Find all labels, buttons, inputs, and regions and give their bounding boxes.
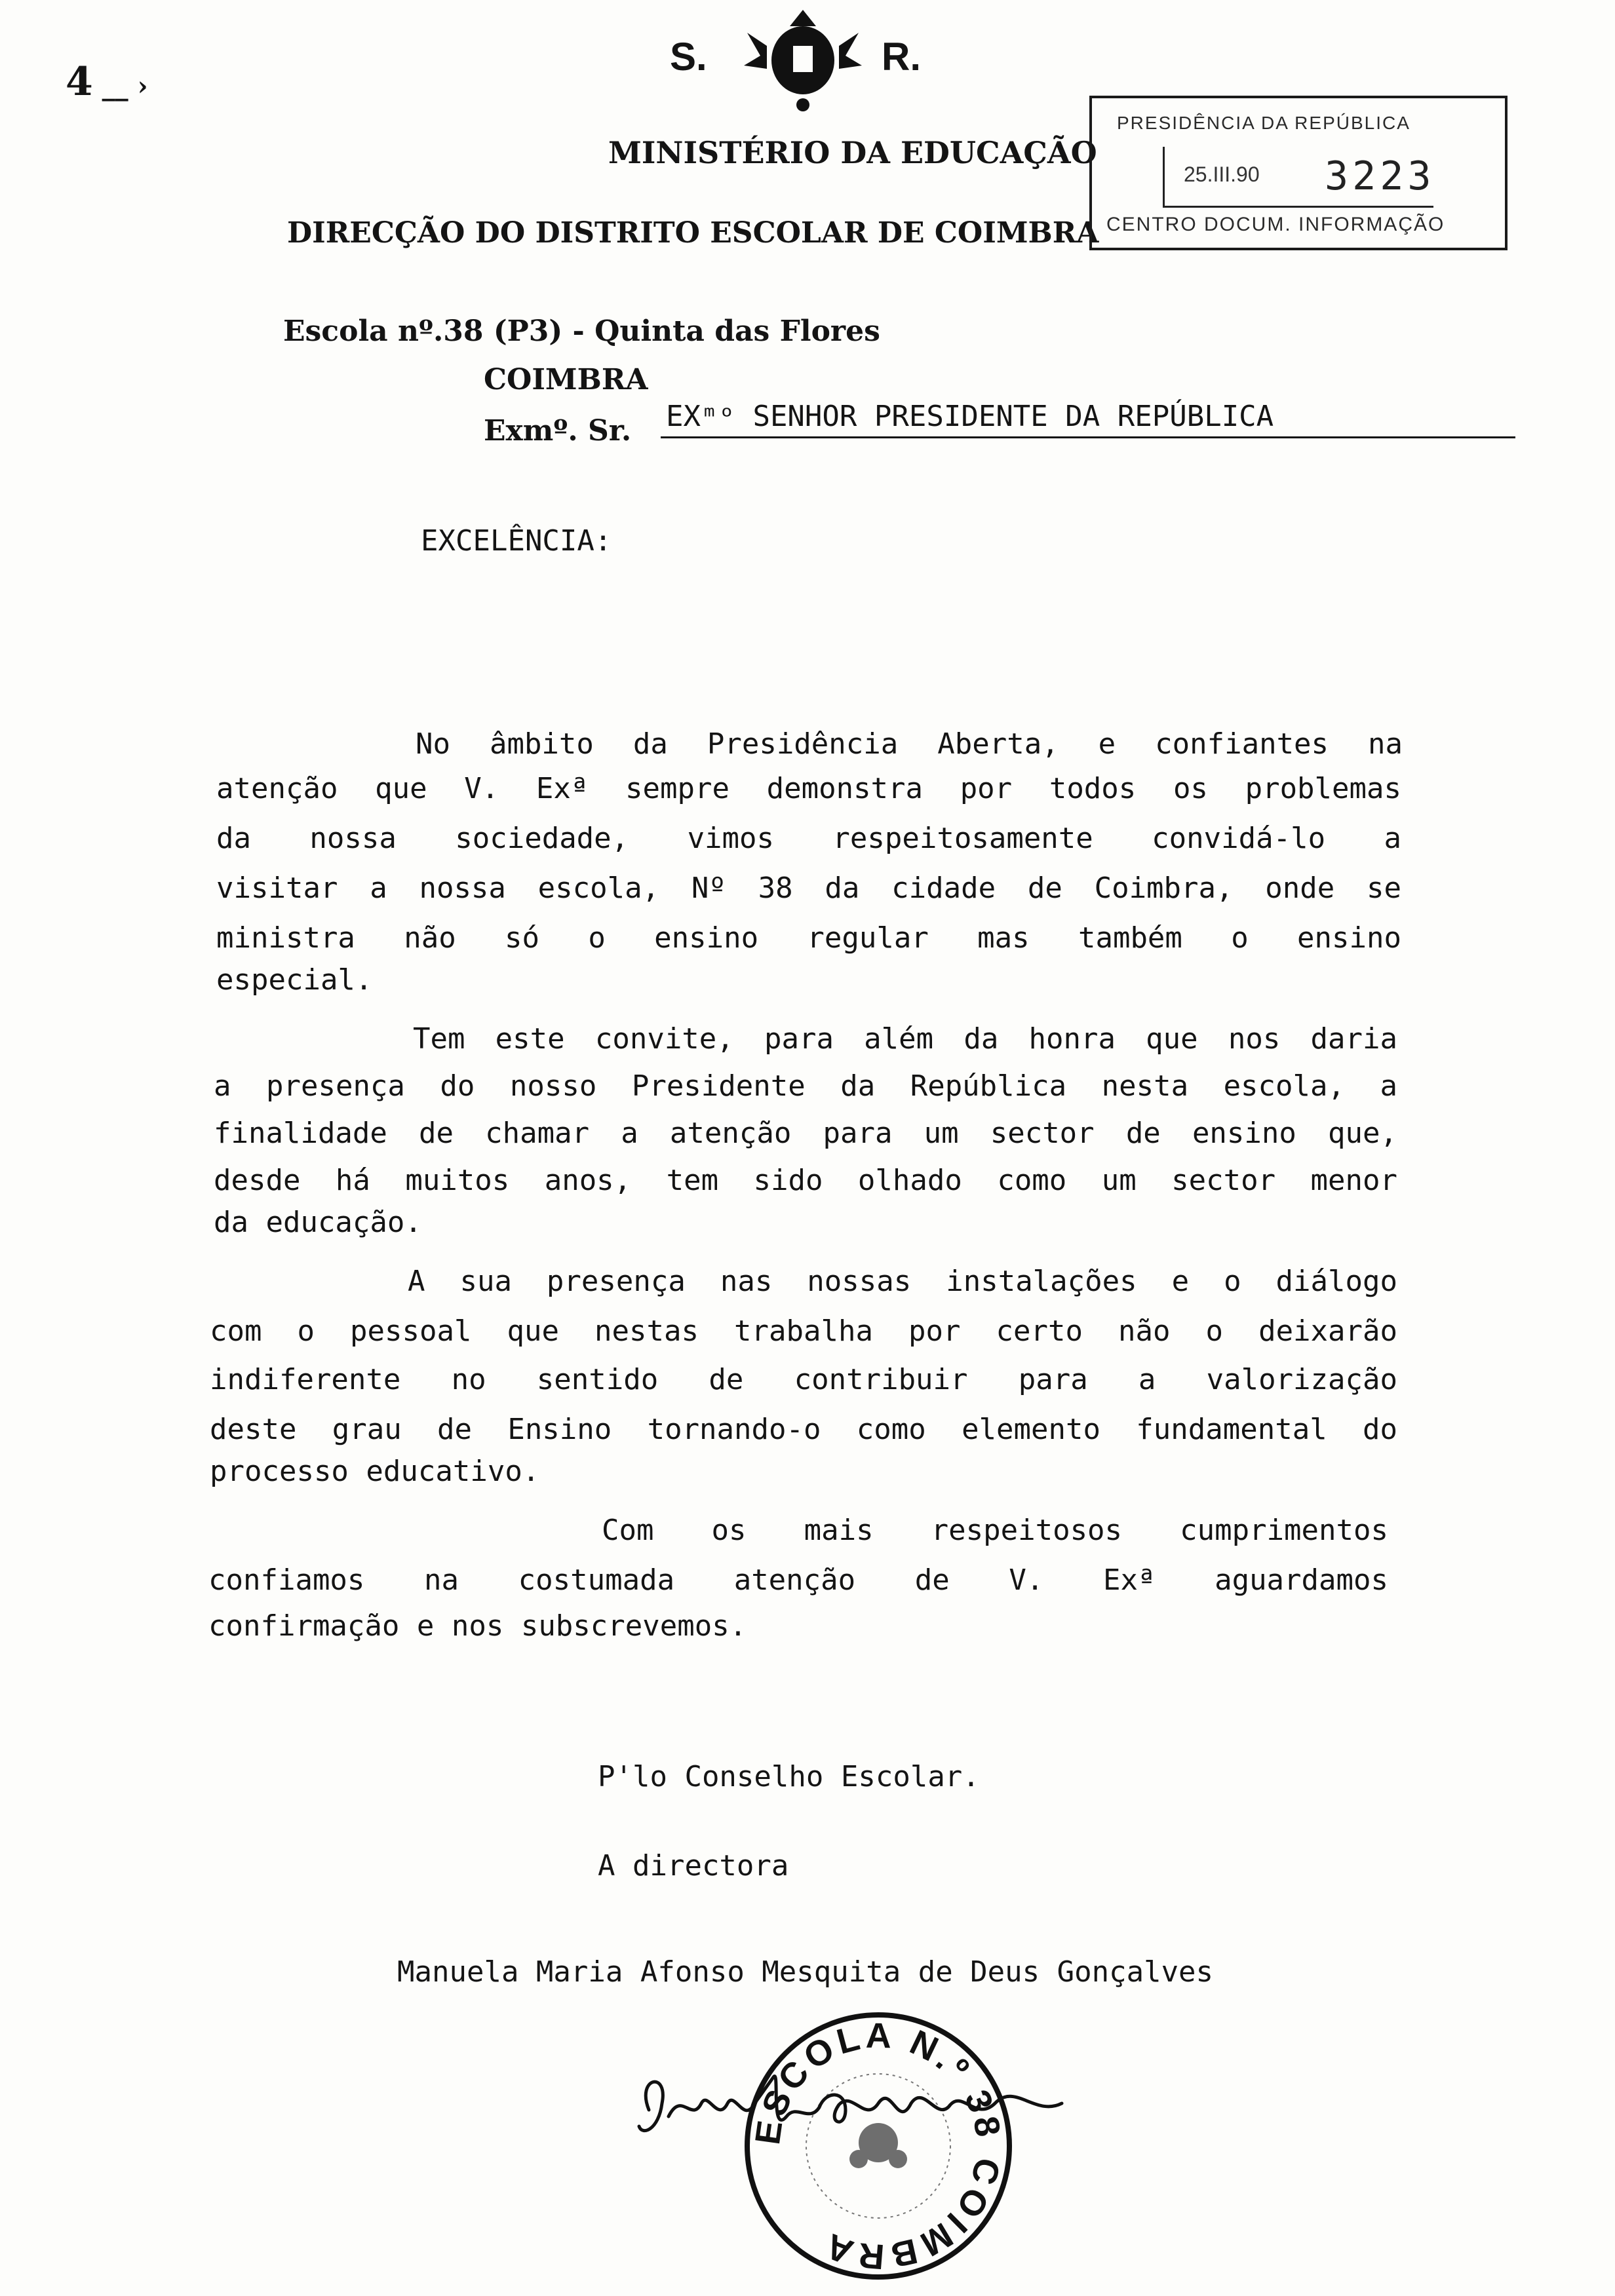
text-line: visitar a nossa escola, Nº 38 da cidade de Coimbra, onde se: [216, 871, 1401, 905]
signatory-name: Manuela Maria Afonso Mesquita de Deus Gonçalves: [397, 1955, 1214, 1989]
salutation: EXCELÊNCIA:: [421, 524, 612, 558]
text-line: a presença do nosso Presidente da República nesta escola, a: [214, 1069, 1397, 1103]
coat-of-arms-emblem: [741, 7, 865, 118]
addressee-label: Exmº. Sr.: [484, 414, 632, 448]
text-line: Com os mais respeitosos cumprimentos: [602, 1514, 1388, 1547]
text-line: finalidade de chamar a atenção para um sector de ensino que,: [214, 1117, 1397, 1150]
text-line: deste grau de Ensino tornando-o como elemento fundamental do: [210, 1413, 1397, 1446]
text-line: ministra não só o ensino regular mas também o ensino: [216, 921, 1401, 955]
addressee-underline: [661, 436, 1515, 438]
text-line: Tem este convite, para além da honra que nos daria: [413, 1022, 1397, 1056]
ministry-title: MINISTÉRIO DA EDUCAÇÃO: [608, 135, 1097, 170]
school-city: COIMBRA: [484, 363, 648, 396]
stamp-footer: CENTRO DOCUM. INFORMAÇÃO: [1106, 214, 1445, 235]
closing-council: P'lo Conselho Escolar.: [598, 1760, 980, 1793]
stamp-header: PRESIDÊNCIA DA REPÚBLICA: [1117, 113, 1411, 133]
school-name: Escola nº.38 (P3) - Quinta das Flores: [283, 315, 880, 348]
letterhead-right-mark: R.: [882, 35, 921, 79]
stamp-number: 3223: [1325, 153, 1435, 199]
text-line: indiferente no sentido de contribuir para a valorização: [210, 1363, 1397, 1396]
text-line: confiamos na costumada atenção de V. Exª aguardamos: [208, 1563, 1388, 1597]
closing-role: A directora: [598, 1849, 789, 1883]
received-stamp: [1089, 96, 1508, 250]
text-line: especial.: [216, 963, 373, 997]
text-line: confirmação e nos subscrevemos.: [208, 1609, 747, 1643]
handwritten-signature: [629, 2064, 1075, 2149]
text-line: A sua presença nas nossas instalações e o diálogo: [408, 1265, 1397, 1298]
text-line: No âmbito da Presidência Aberta, e confiantes na: [416, 727, 1403, 761]
text-line: com o pessoal que nestas trabalha por certo não o deixarão: [210, 1314, 1397, 1348]
text-line: da educação.: [214, 1206, 422, 1239]
text-line: atenção que V. Exª sempre demonstra por todos os problemas: [216, 772, 1401, 805]
seal-ring-text: ESCOLA N.º 38 COIMBRA: [748, 2016, 1009, 2277]
text-line: da nossa sociedade, vimos respeitosamente convidá-lo a: [216, 822, 1401, 855]
text-line: processo educativo.: [210, 1455, 540, 1488]
addressee: EXᵐᵒ SENHOR PRESIDENTE DA REPÚBLICA: [666, 400, 1274, 433]
text-line: desde há muitos anos, tem sido olhado como um sector menor: [214, 1164, 1397, 1197]
stamp-date: 25.III.90: [1184, 163, 1260, 186]
corner-scribble: 4 __ ›: [66, 59, 148, 105]
school-district-title: DIRECÇÃO DO DISTRITO ESCOLAR DE COIMBRA: [287, 216, 1099, 250]
letterhead-left-mark: S.: [670, 35, 707, 79]
